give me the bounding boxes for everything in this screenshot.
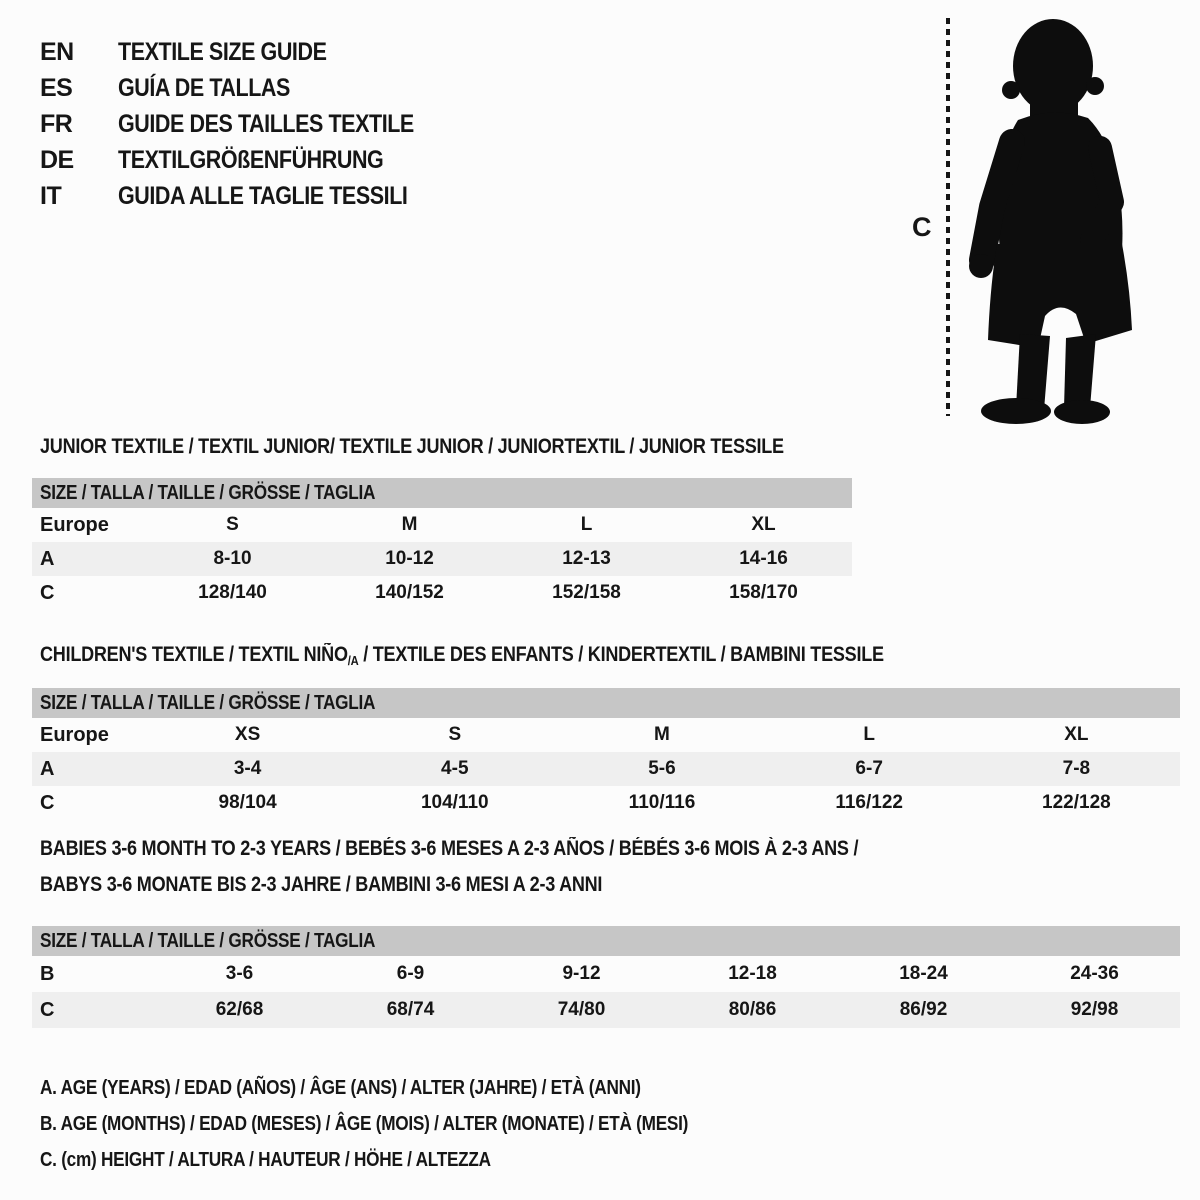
row-label: Europe <box>40 723 109 746</box>
table-row <box>32 508 852 542</box>
height-cell: 116/122 <box>835 792 903 813</box>
table-row <box>32 718 1180 752</box>
height-cell: 110/116 <box>628 792 696 813</box>
size-cell: L <box>863 724 875 745</box>
table-row <box>32 786 1180 820</box>
row-label: C <box>40 791 55 814</box>
babies-section-title: BABIES 3-6 MONTH TO 2-3 YEARS / BEBÉS 3-6 MESES A 2-3 AÑOS / BÉBÉS 3-6 MOIS À 2-3 ANS / BABYS 3-6 MONATE BIS 2-3 JAHRE / BAMBINI 3-6 MESI A 2-3 ANNI <box>40 837 859 896</box>
height-cell: 92/98 <box>1009 992 1180 1028</box>
height-cell: 98/104 <box>218 792 277 813</box>
age-cell: 3-4 <box>144 752 351 786</box>
language-code: FR <box>40 109 73 138</box>
row-label: C <box>32 992 154 1028</box>
language-row-de <box>40 142 462 178</box>
legend-line-c: C. (cm) HEIGHT / ALTURA / HAUTEUR / HÖHE / ALTEZZA <box>40 1148 491 1171</box>
legend-line-b: B. AGE (MONTHS) / EDAD (MESES) / ÂGE (MOIS) / ALTER (MONATE) / ETÀ (MESI) <box>40 1112 689 1135</box>
age-cell: 24-36 <box>1070 963 1119 984</box>
row-label: Europe <box>40 513 109 536</box>
height-cell: 152/158 <box>552 582 621 603</box>
children-size-table <box>32 688 1180 820</box>
language-title-list <box>40 34 462 214</box>
age-cell: 8-10 <box>144 542 321 576</box>
height-cell: 122/128 <box>1042 792 1111 813</box>
height-cell: 80/86 <box>667 992 838 1028</box>
language-code: EN <box>40 37 74 66</box>
age-cell: 7-8 <box>973 752 1180 786</box>
size-cell: XL <box>1064 724 1089 745</box>
table-row <box>32 542 852 576</box>
age-cell: 14-16 <box>675 542 852 576</box>
height-figure <box>900 0 1200 440</box>
row-label: A <box>32 542 144 576</box>
language-row-en <box>40 34 462 70</box>
height-dashed-line <box>946 18 950 416</box>
size-cell: XL <box>751 514 776 535</box>
age-cell: 4-5 <box>351 752 558 786</box>
table-row <box>32 992 1180 1028</box>
size-cell: M <box>654 724 670 745</box>
age-cell: 18-24 <box>899 963 948 984</box>
age-cell: 6-9 <box>396 963 425 984</box>
table-row <box>32 752 1180 786</box>
height-cell: 62/68 <box>154 992 325 1028</box>
children-section-title: CHILDREN'S TEXTILE / TEXTIL NIÑO/A / TEXTILE DES ENFANTS / KINDERTEXTIL / BAMBINI TESSILE <box>40 643 884 668</box>
row-label: B <box>40 962 55 985</box>
table-row <box>32 576 852 610</box>
height-cell: 158/170 <box>729 582 798 603</box>
size-header-band: SIZE / TALLA / TAILLE / GRÖSSE / TAGLIA <box>32 926 1180 956</box>
nino-a-subscript: /A <box>347 653 359 668</box>
guide-title-de: TEXTILGRÖßENFÜHRUNG <box>118 145 384 174</box>
size-cell: M <box>401 514 418 535</box>
row-label: A <box>32 752 144 786</box>
row-label: C <box>40 581 55 604</box>
height-cell: 140/152 <box>375 582 444 603</box>
height-cell: 68/74 <box>325 992 496 1028</box>
junior-size-table <box>32 478 852 610</box>
size-cell: XS <box>234 724 261 745</box>
age-cell: 9-12 <box>562 963 601 984</box>
size-header-band: SIZE / TALLA / TAILLE / GRÖSSE / TAGLIA <box>32 478 852 508</box>
height-cell: 86/92 <box>838 992 1009 1028</box>
language-row-fr <box>40 106 462 142</box>
language-row-es <box>40 70 462 106</box>
height-cell: 74/80 <box>496 992 667 1028</box>
toddler-silhouette-icon <box>952 12 1147 424</box>
language-code: DE <box>40 145 74 174</box>
height-cell: 104/110 <box>420 792 489 813</box>
guide-title-en: TEXTILE SIZE GUIDE <box>118 37 327 66</box>
height-measure-label: C <box>912 212 932 242</box>
language-row-it <box>40 178 462 214</box>
babies-size-table <box>32 926 1180 1028</box>
size-header-band: SIZE / TALLA / TAILLE / GRÖSSE / TAGLIA <box>32 688 1180 718</box>
size-cell: S <box>226 514 239 535</box>
size-cell: S <box>448 724 462 745</box>
measure-legend <box>40 1070 794 1178</box>
age-cell: 10-12 <box>321 542 498 576</box>
table-row <box>32 956 1180 992</box>
guide-title-es: GUÍA DE TALLAS <box>118 73 290 102</box>
height-cell: 128/140 <box>198 582 267 603</box>
guide-title-fr: GUIDE DES TAILLES TEXTILE <box>118 109 414 138</box>
guide-title-it: GUIDA ALLE TAGLIE TESSILI <box>118 181 408 210</box>
age-cell: 12-13 <box>498 542 675 576</box>
age-cell: 12-18 <box>728 963 777 984</box>
age-cell: 5-6 <box>558 752 765 786</box>
language-code: IT <box>40 181 62 210</box>
junior-section-title: JUNIOR TEXTILE / TEXTIL JUNIOR/ TEXTILE JUNIOR / JUNIORTEXTIL / JUNIOR TESSILE <box>40 435 784 458</box>
legend-line-a: A. AGE (YEARS) / EDAD (AÑOS) / ÂGE (ANS) / ALTER (JAHRE) / ETÀ (ANNI) <box>40 1076 641 1099</box>
age-cell: 6-7 <box>766 752 973 786</box>
age-cell: 3-6 <box>225 963 254 984</box>
size-cell: L <box>580 514 593 535</box>
language-code: ES <box>40 73 73 102</box>
